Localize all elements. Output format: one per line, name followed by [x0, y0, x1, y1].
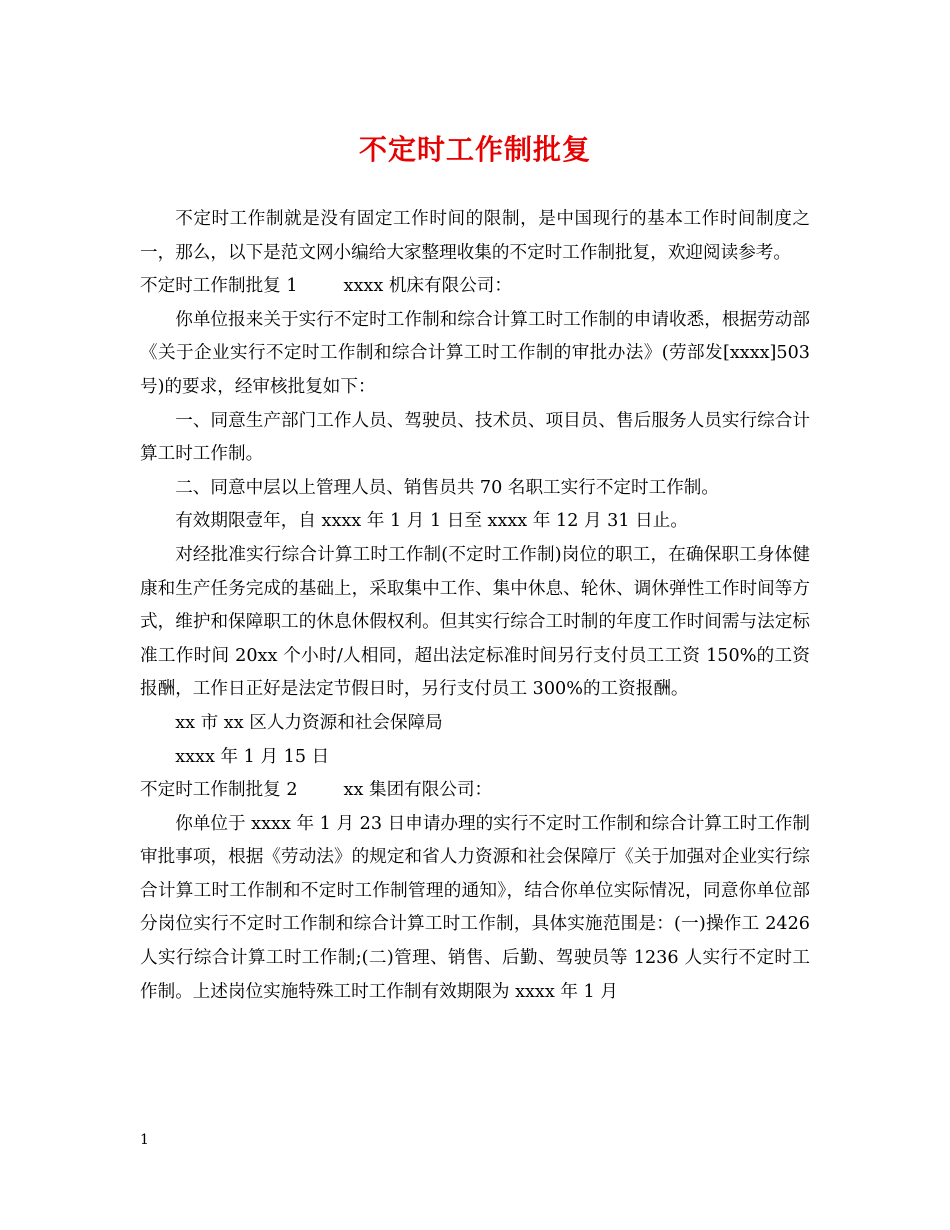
section-1-paragraph: 你单位报来关于实行不定时工作制和综合计算工时工作制的申请收悉，根据劳动部《关于企业实行不定时工作制和综合计算工时工作制的审批办法》(劳部发[xxxx]503 号)的要求，经审核批复如下： — [140, 309, 810, 397]
section-1-addressee: xxxx 机床有限公司： — [343, 276, 512, 297]
document-title: 不定时工作制批复 — [358, 133, 591, 166]
section-1-paragraph: 二、同意中层以上管理人员、销售员共 70 名职工实行不定时工作制。 — [175, 477, 719, 498]
section-2-heading-line — [140, 774, 810, 808]
section-1-date: xxxx 年 1 月 15 日 — [175, 746, 330, 767]
section-1-signature: xx 市 xx 区人力资源和社会保障局 — [175, 712, 443, 733]
section-1-paragraph: 有效期限壹年，自 xxxx 年 1 月 1 日至 xxxx 年 12 月 31 日止。 — [175, 511, 688, 532]
page-number: 1 — [140, 1132, 149, 1148]
section-2-paragraph: 你单位于 xxxx 年 1 月 23 日申请办理的实行不定时工作制和综合计算工时工作制审批事项，根据《劳动法》的规定和省人力资源和社会保障厅《关于加强对企业实行综合计算工时工作制和不定时工作制管理的通知》，结合你单位实际情况，同意你单位部分岗位实行不定时工作制和综合计算工时工作制，具体实施范围是：(一)操作工 2426 人实行综合计算工时工作制;(二)管理、销售、后勤、驾驶员等 1236 人实行不定时工作制。上述岗位实施特殊工时工作制有效期限为 xxxx 年 1 月 — [140, 813, 810, 1002]
section-1-heading-line — [140, 270, 810, 304]
section-2-heading: 不定时工作制批复 2 — [140, 780, 298, 801]
section-1-paragraph: 一、同意生产部门工作人员、驾驶员、技术员、项目员、售后服务人员实行综合计算工时工作制。 — [140, 410, 810, 465]
section-1-paragraph: 对经批准实行综合计算工时工作制(不定时工作制)岗位的职工，在确保职工身体健康和生产任务完成的基础上，采取集中工作、集中休息、轮休、调休弹性工作时间等方式，维护和保障职工的休息休假权利。但其实行综合工时制的年度工作时间需与法定标准工作时间 20xx 个小时/人相同，超出法定标准时间另行支付员工工资 150%的工资报酬，工作日正好是法定节假日时，另行支付员工 300%的工资报酬。 — [140, 544, 810, 700]
document-body — [140, 203, 810, 1009]
section-2-addressee: xx 集团有限公司： — [343, 780, 493, 801]
intro-paragraph: 不定时工作制就是没有固定工作时间的限制，是中国现行的基本工作时间制度之一，那么，以下是范文网小编给大家整理收集的不定时工作制批复，欢迎阅读参考。 — [140, 209, 810, 263]
section-1-heading: 不定时工作制批复 1 — [140, 276, 298, 297]
